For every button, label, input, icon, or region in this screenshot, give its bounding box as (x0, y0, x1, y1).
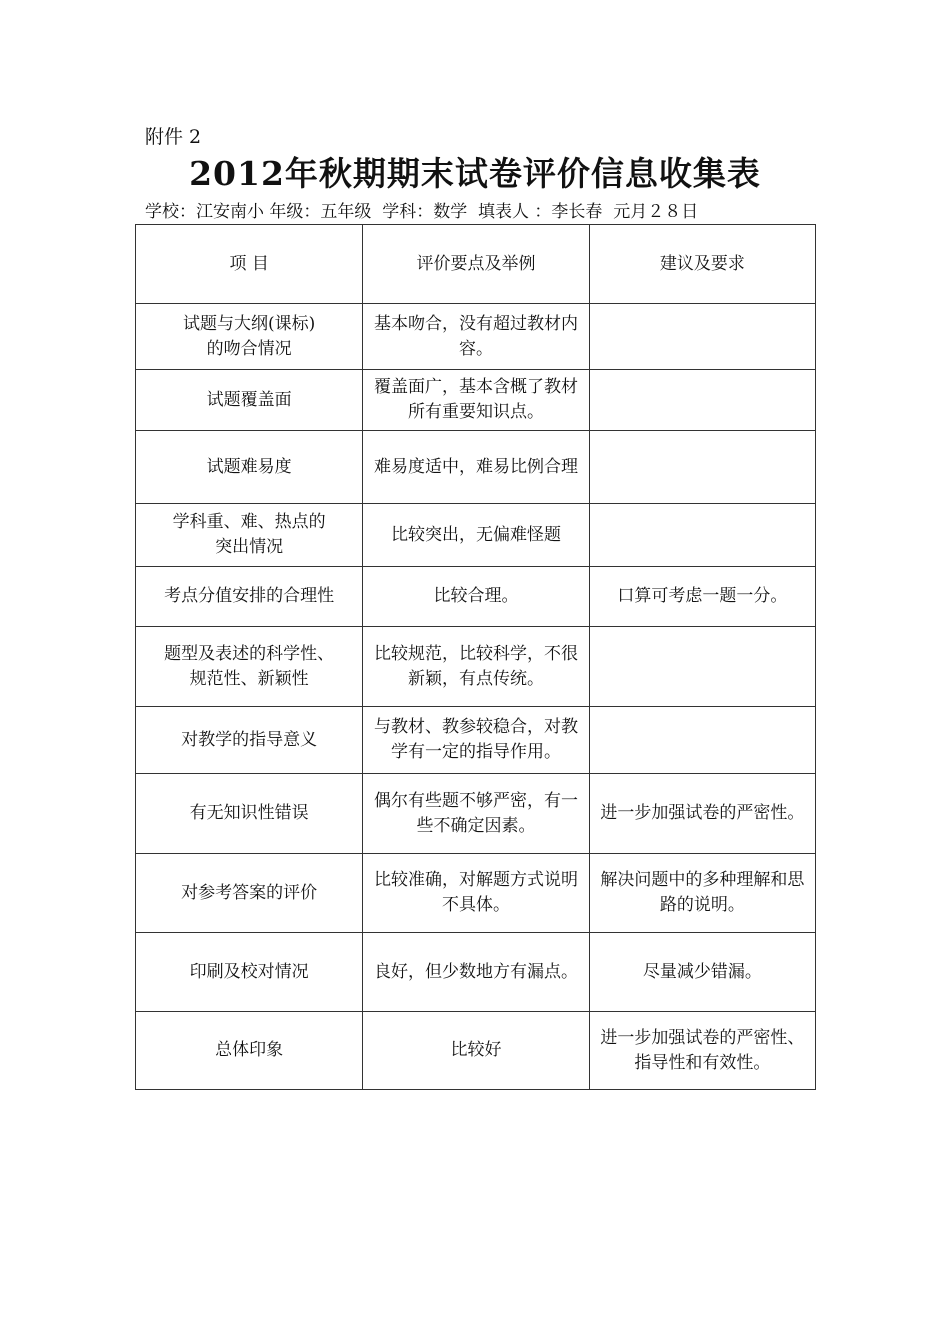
row-suggestion (589, 370, 815, 431)
row-item: 试题难易度 (136, 431, 363, 504)
row-evaluation: 比较突出，无偏难怪题 (363, 504, 589, 567)
table-row (136, 627, 816, 707)
row-item: 学科重、难、热点的 突出情况 (136, 504, 363, 567)
table-row (136, 304, 816, 370)
row-evaluation: 基本吻合，没有超过教材内容。 (363, 304, 589, 370)
row-evaluation: 偶尔有些题不够严密，有一些不确定因素。 (363, 774, 589, 854)
header-item: 项 目 (136, 225, 363, 304)
row-suggestion (589, 707, 815, 774)
header-suggestion: 建议及要求 (589, 225, 815, 304)
row-item: 总体印象 (136, 1012, 363, 1090)
row-suggestion: 尽量减少错漏。 (589, 933, 815, 1012)
row-evaluation: 难易度适中，难易比例合理 (363, 431, 589, 504)
row-item: 印刷及校对情况 (136, 933, 363, 1012)
row-evaluation: 比较合理。 (363, 567, 589, 627)
row-suggestion: 进一步加强试卷的严密性、指导性和有效性。 (589, 1012, 815, 1090)
row-suggestion: 解决问题中的多种理解和思路的说明。 (589, 854, 815, 933)
row-item: 题型及表述的科学性、 规范性、新颖性 (136, 627, 363, 707)
row-suggestion: 进一步加强试卷的严密性。 (589, 774, 815, 854)
row-evaluation: 比较准确，对解题方式说明不具体。 (363, 854, 589, 933)
row-evaluation: 比较好 (363, 1012, 589, 1090)
row-evaluation: 与教材、教参较稳合，对教学有一定的指导作用。 (363, 707, 589, 774)
row-evaluation: 比较规范，比较科学，不很新颖，有点传统。 (363, 627, 589, 707)
document-title: 2012年秋期期末试卷评价信息收集表 (189, 154, 761, 193)
row-suggestion (589, 627, 815, 707)
row-suggestion (589, 304, 815, 370)
attachment-label: 附件 2 (145, 126, 202, 148)
row-suggestion: 口算可考虑一题一分。 (589, 567, 815, 627)
table-row (136, 504, 816, 567)
row-item: 试题与大纲(课标) 的吻合情况 (136, 304, 363, 370)
table-row (136, 933, 816, 1012)
form-meta-line: 学校：江安南小 年级：五年级 学科：数学 填表人 ：李长春 元月２８日 (145, 202, 699, 222)
row-suggestion (589, 431, 815, 504)
table-row (136, 1012, 816, 1090)
table-header-row (136, 225, 816, 304)
table-row (136, 854, 816, 933)
row-evaluation: 良好，但少数地方有漏点。 (363, 933, 589, 1012)
row-item: 对参考答案的评价 (136, 854, 363, 933)
row-item: 有无知识性错误 (136, 774, 363, 854)
header-evaluation: 评价要点及举例 (363, 225, 589, 304)
table-row (136, 707, 816, 774)
row-suggestion (589, 504, 815, 567)
table-row (136, 370, 816, 431)
row-item: 考点分值安排的合理性 (136, 567, 363, 627)
row-evaluation: 覆盖面广，基本含概了教材所有重要知识点。 (363, 370, 589, 431)
table-row (136, 567, 816, 627)
table-row (136, 431, 816, 504)
table-row (136, 774, 816, 854)
evaluation-table (135, 224, 816, 1090)
row-item: 试题覆盖面 (136, 370, 363, 431)
row-item: 对教学的指导意义 (136, 707, 363, 774)
